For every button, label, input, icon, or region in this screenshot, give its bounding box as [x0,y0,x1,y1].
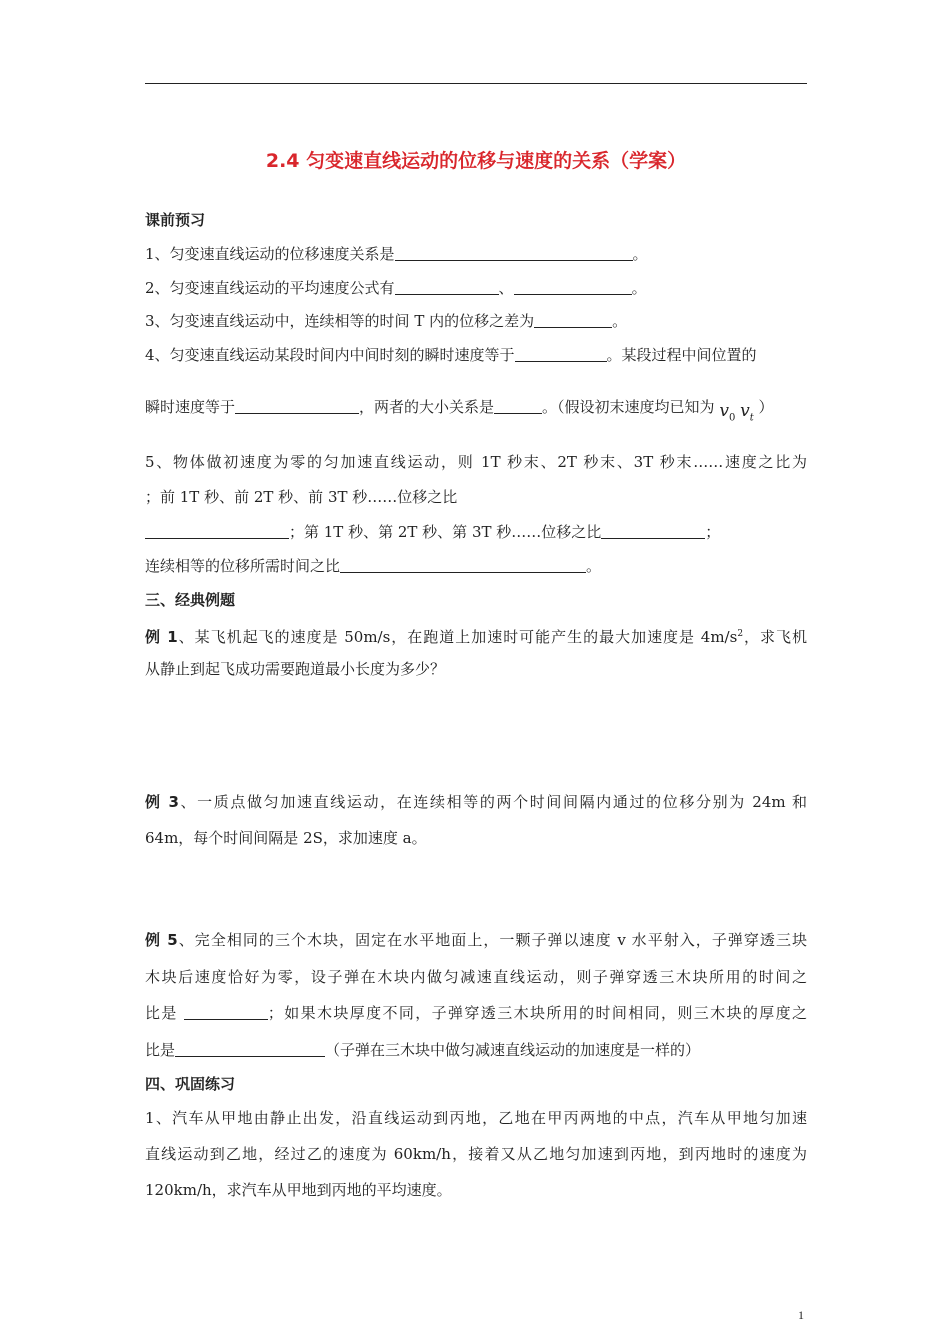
page-number: 1 [798,1308,804,1322]
answer-blank[interactable] [534,312,612,328]
answer-blank[interactable] [395,279,499,295]
question-2: 2、匀变速直线运动的平均速度公式有 、 。 [145,279,647,297]
example-3-line-1: 例 3、一质点做匀加速直线运动，在连续相等的两个时间间隔内通过的位移分别为 24m 和 [145,793,807,811]
practice-1-line-1: 1、汽车从甲地由静止出发，沿直线运动到丙地，乙地在甲丙两地的中点，汽车从甲地匀加速 [145,1109,807,1127]
question-5-line-2: ；前 1T 秒、前 2T 秒、前 3T 秒……位移之比 [145,488,458,506]
answer-blank[interactable] [395,245,633,261]
example-5-line-2: 木块后速度恰好为零，设子弹在木块内做匀减速直线运动，则子弹穿透三木块所用的时间之 [145,968,807,986]
question-5-line-1: 5、物体做初速度为零的匀加速直线运动，则 1T 秒末、2T 秒末、3T 秒末……速度之比为 [145,453,807,471]
question-5-line-4: 连续相等的位移所需时间之比 。 [145,557,602,575]
question-1: 1、匀变速直线运动的位移速度关系是 。 [145,245,648,263]
symbol-vt: $v_t$ [740,401,754,424]
answer-blank[interactable] [494,398,542,414]
answer-blank[interactable] [340,557,586,573]
example-1-line-1: 例 1、某飞机起飞的速度是 50m/s，在跑道上加速时可能产生的最大加速度是 $4m/s^2$，求飞机 [145,628,807,646]
document-title: 2.4 匀变速直线运动的位移与速度的关系（学案） [265,150,687,172]
section-heading-examples: 三、经典例题 [145,591,236,609]
answer-blank[interactable] [184,1004,268,1020]
answer-blank[interactable] [515,346,607,362]
question-4-line-1: 4、匀变速直线运动某段时间内中间时刻的瞬时速度等于 。某段过程中间位置的 [145,346,757,364]
answer-blank[interactable] [601,523,705,539]
example-5-line-4: 比是 （子弹在三木块中做匀减速直线运动的加速度是一样的） [145,1041,701,1059]
example-3-line-2: 64m，每个时间间隔是 2S，求加速度 a。 [145,829,427,847]
answer-blank[interactable] [514,279,632,295]
example-5-line-1: 例 5、完全相同的三个木块，固定在水平地面上，一颗子弹以速度 v 水平射入，子弹穿透三块 [145,931,807,949]
practice-1-line-3: 120km/h，求汽车从甲地到丙地的平均速度。 [145,1181,452,1199]
symbol-v0: $v_0$ [719,401,736,424]
answer-blank[interactable] [175,1041,325,1057]
answer-blank[interactable] [145,523,289,539]
section-heading-preview: 课前预习 [145,211,206,229]
answer-blank[interactable] [235,398,359,414]
question-3: 3、匀变速直线运动中，连续相等的时间 T 内的位移之差为 。 [145,312,628,330]
example-1-line-2: 从静止到起飞成功需要跑道最小长度为多少？ [145,660,446,678]
header-rule [145,83,807,84]
section-heading-practice: 四、巩固练习 [145,1075,236,1093]
practice-1-line-2: 直线运动到乙地，经过乙的速度为 60km/h，接着又从乙地匀加速到丙地，到丙地时的速度为 [145,1145,807,1163]
question-5-line-3: ；第 1T 秒、第 2T 秒、第 3T 秒……位移之比 ； [145,522,720,542]
example-5-line-3: 比是 ；如果木块厚度不同，子弹穿透三木块所用的时间相同，则三木块的厚度之 [145,1004,807,1022]
question-4-line-2: 瞬时速度等于 ，两者的大小关系是 。（假设初末速度均已知为 $v_0$ $v_t$ ） [145,398,774,424]
